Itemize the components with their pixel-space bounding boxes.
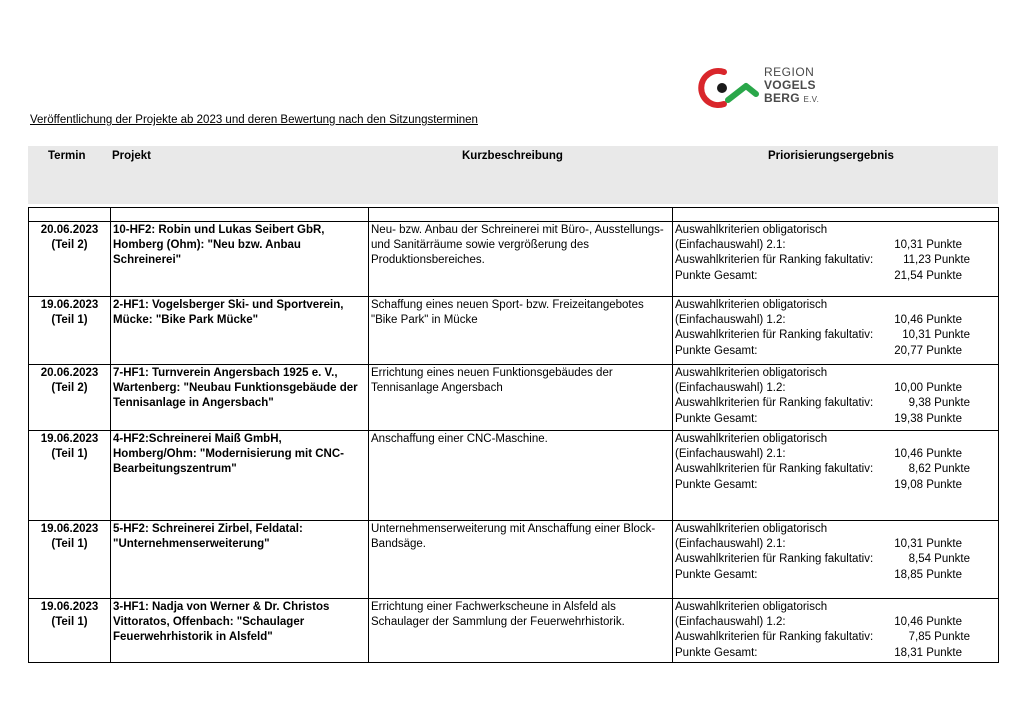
- result-line-einfach: [675, 447, 996, 462]
- result-value: 19,08 Punkte: [894, 478, 962, 491]
- result-line-gesamt: [675, 344, 996, 359]
- termin-cell: [29, 431, 111, 521]
- result-line-gesamt: [675, 412, 996, 427]
- result-line-ranking: [675, 253, 996, 268]
- result-label: (Einfachauswahl) 2.1:: [675, 538, 786, 551]
- termin-teil: (Teil 1): [51, 314, 88, 327]
- result-line-gesamt: [675, 568, 996, 583]
- result-value: 10,00 Punkte: [894, 382, 962, 395]
- region-vogelsberg-logo: [694, 66, 834, 110]
- result-value: 8,62 Punkte: [908, 463, 970, 476]
- description-cell: Errichtung einer Fachwerkscheune in Alsfeld als Schaulager der Sammlung der Feuerwehrhistorik.: [369, 599, 673, 663]
- logo-wordmark: [764, 66, 819, 106]
- result-label: Punkte Gesamt:: [675, 646, 758, 659]
- project-cell: 5-HF2: Schreinerei Zirbel, Feldatal: "Unternehmenserweiterung": [111, 521, 369, 599]
- table-row: [29, 297, 999, 365]
- table-header: [28, 146, 998, 204]
- termin-teil: (Teil 1): [51, 616, 88, 629]
- project-cell: 4-HF2:Schreinerei Maiß GmbH, Homberg/Ohm: "Modernisierung mit CNC-Bearbeitungszentrum": [111, 431, 369, 521]
- result-value: 21,54 Punkte: [894, 269, 962, 282]
- result-line-ranking: [675, 396, 996, 411]
- description-cell: Errichtung eines neuen Funktionsgebäudes der Tennisanlage Angersbach: [369, 365, 673, 431]
- result-label: Punkte Gesamt:: [675, 478, 758, 491]
- logo-dot: [717, 83, 727, 93]
- termin-date: 19.06.2023: [40, 523, 99, 535]
- header-projekt: Projekt: [112, 150, 151, 162]
- description-cell: Schaffung eines neuen Sport- bzw. Freizeitangebotes "Bike Park" in Mücke: [369, 297, 673, 365]
- result-label: Punkte Gesamt:: [675, 344, 758, 357]
- result-value: 20,77 Punkte: [894, 344, 962, 357]
- result-line-einfach: [675, 313, 996, 328]
- result-label: (Einfachauswahl) 2.1:: [675, 239, 786, 252]
- table-row: [29, 431, 999, 521]
- result-line-einfach: [675, 537, 996, 552]
- result-value: 10,46 Punkte: [894, 616, 962, 629]
- termin-date: 20.06.2023: [40, 367, 99, 379]
- result-criteria-label: Auswahlkriterien obligatorisch: [675, 299, 828, 311]
- logo-line-berg: [764, 92, 819, 106]
- termin-teil: (Teil 2): [51, 382, 88, 395]
- logo-green-chevron: [728, 86, 756, 100]
- table-row: [29, 222, 999, 297]
- document-title: Veröffentlichung der Projekte ab 2023 und deren Bewertung nach den Sitzungsterminen: [30, 114, 478, 126]
- result-value: 8,54 Punkte: [908, 553, 970, 566]
- result-criteria-label: Auswahlkriterien obligatorisch: [675, 433, 828, 445]
- result-line-ranking: [675, 328, 996, 343]
- result-value: 18,31 Punkte: [894, 646, 962, 659]
- description-cell: Anschaffung einer CNC-Maschine.: [369, 431, 673, 521]
- table-row: [29, 365, 999, 431]
- result-line-gesamt: [675, 646, 996, 661]
- logo-mark-icon: [694, 66, 760, 110]
- result-line-ranking: [675, 552, 996, 567]
- termin-date: 19.06.2023: [40, 299, 99, 311]
- logo-berg: BERG: [764, 91, 800, 105]
- spacer-cell: [29, 208, 111, 222]
- termin-cell: [29, 521, 111, 599]
- result-label: Punkte Gesamt:: [675, 412, 758, 425]
- termin-teil: (Teil 1): [51, 448, 88, 461]
- termin-teil: (Teil 1): [51, 538, 88, 551]
- spacer-cell: [673, 208, 999, 222]
- result-line-gesamt: [675, 478, 996, 493]
- result-label: Auswahlkriterien für Ranking fakultativ:: [675, 553, 874, 566]
- description-cell: Unternehmenserweiterung mit Anschaffung einer Block-Bandsäge.: [369, 521, 673, 599]
- result-label: Punkte Gesamt:: [675, 568, 758, 581]
- result-value: 10,46 Punkte: [894, 314, 962, 327]
- result-label: (Einfachauswahl) 1.2:: [675, 314, 786, 327]
- description-cell: Neu- bzw. Anbau der Schreinerei mit Büro-, Ausstellungs- und Sanitärräume sowie vergrößerung des Produktionsbereiches.: [369, 222, 673, 297]
- result-value: 7,85 Punkte: [908, 631, 970, 644]
- result-criteria-label: Auswahlkriterien obligatorisch: [675, 367, 828, 379]
- spacer-row: [29, 208, 999, 222]
- termin-cell: [29, 365, 111, 431]
- termin-cell: [29, 599, 111, 663]
- project-cell: 2-HF1: Vogelsberger Ski- und Sportverein, Mücke: "Bike Park Mücke": [111, 297, 369, 365]
- table-row: [29, 599, 999, 663]
- result-criteria-label: Auswahlkriterien obligatorisch: [675, 224, 828, 236]
- result-line-einfach: [675, 381, 996, 396]
- result-label: Punkte Gesamt:: [675, 269, 758, 282]
- result-cell: [673, 297, 999, 365]
- result-label: (Einfachauswahl) 1.2:: [675, 382, 786, 395]
- result-line-einfach: [675, 238, 996, 253]
- result-value: 18,85 Punkte: [894, 568, 962, 581]
- result-value: 10,31 Punkte: [902, 329, 970, 342]
- result-value: 10,31 Punkte: [894, 538, 962, 551]
- result-cell: [673, 599, 999, 663]
- header-priorisierung: Priorisierungsergebnis: [768, 150, 894, 162]
- termin-cell: [29, 222, 111, 297]
- result-line-ranking: [675, 630, 996, 645]
- result-value: 19,38 Punkte: [894, 412, 962, 425]
- result-criteria-label: Auswahlkriterien obligatorisch: [675, 601, 828, 613]
- result-label: (Einfachauswahl) 1.2:: [675, 616, 786, 629]
- result-label: Auswahlkriterien für Ranking fakultativ:: [675, 329, 874, 342]
- result-label: Auswahlkriterien für Ranking fakultativ:: [675, 254, 874, 267]
- termin-date: 19.06.2023: [40, 601, 99, 613]
- logo-line-region: REGION: [764, 65, 815, 79]
- logo-ev: E.V.: [803, 95, 820, 104]
- termin-date: 19.06.2023: [40, 433, 99, 445]
- project-cell: 10-HF2: Robin und Lukas Seibert GbR, Homberg (Ohm): "Neu bzw. Anbau Schreinerei": [111, 222, 369, 297]
- result-label: (Einfachauswahl) 2.1:: [675, 448, 786, 461]
- result-line-ranking: [675, 462, 996, 477]
- result-value: 9,38 Punkte: [908, 397, 970, 410]
- project-cell: 3-HF1: Nadja von Werner & Dr. Christos Vittoratos, Offenbach: "Schaulager Feuerwehrhistorik in Alsfeld": [111, 599, 369, 663]
- termin-teil: (Teil 2): [51, 239, 88, 252]
- result-line-einfach: [675, 615, 996, 630]
- table-row: [29, 521, 999, 599]
- termin-date: 20.06.2023: [40, 224, 99, 236]
- result-label: Auswahlkriterien für Ranking fakultativ:: [675, 397, 874, 410]
- project-cell: 7-HF1: Turnverein Angersbach 1925 e. V., Wartenberg: "Neubau Funktionsgebäude der Tennisanlage in Angersbach": [111, 365, 369, 431]
- spacer-cell: [111, 208, 369, 222]
- result-value: 11,23 Punkte: [903, 254, 970, 267]
- result-line-gesamt: [675, 269, 996, 284]
- result-label: Auswahlkriterien für Ranking fakultativ:: [675, 631, 874, 644]
- result-cell: [673, 521, 999, 599]
- spacer-cell: [369, 208, 673, 222]
- termin-cell: [29, 297, 111, 365]
- result-label: Auswahlkriterien für Ranking fakultativ:: [675, 463, 874, 476]
- result-cell: [673, 365, 999, 431]
- result-cell: [673, 222, 999, 297]
- header-termin: Termin: [48, 150, 86, 162]
- logo-line-vogels: VOGELS: [764, 78, 816, 92]
- result-criteria-label: Auswahlkriterien obligatorisch: [675, 523, 828, 535]
- projects-table: [28, 207, 999, 663]
- result-value: 10,31 Punkte: [894, 239, 962, 252]
- header-kurzbeschreibung: Kurzbeschreibung: [462, 150, 563, 162]
- result-cell: [673, 431, 999, 521]
- result-value: 10,46 Punkte: [894, 448, 962, 461]
